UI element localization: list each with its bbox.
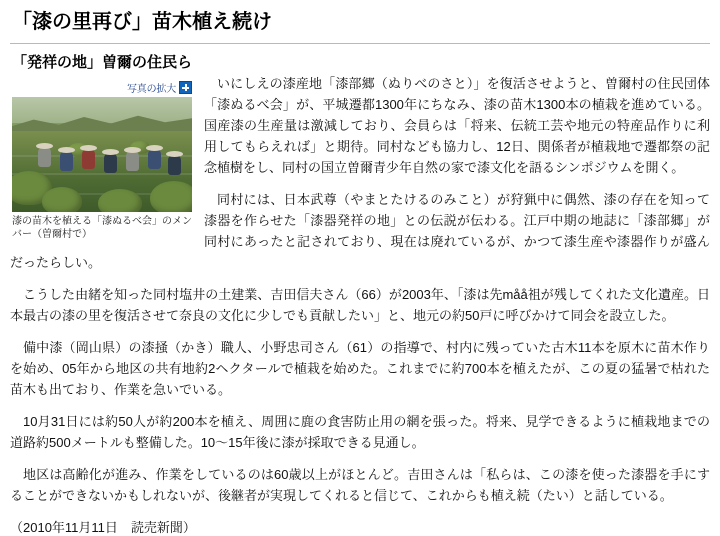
photo-person	[60, 151, 73, 171]
photo-zoom-label[interactable]: 写真の拡大	[127, 80, 176, 95]
plus-magnifier-icon[interactable]	[179, 81, 192, 94]
page-title: 「漆の里再び」苗木植え続け	[12, 10, 710, 35]
article-paragraph: 同村には、日本武尊（やまとたけるのみこと）が狩猟中に偶然、漆の存在を知って漆器を作らせた「漆器発祥の地」との伝説が伝わる。江戸中期の地誌に「漆部郷」が同村にあったと記されており、現在は廃れているが、かつて漆生産や漆器作りが盛んだったらしい。	[10, 189, 710, 273]
photo-person-hat	[36, 143, 53, 149]
photo-person-hat	[102, 149, 119, 155]
article-paragraph: こうした由緒を知った同村塩井の土建業、吉田信夫さん（66）が2003年、「漆は先måå祖が残してくれた文化遺産。日本最古の漆の里を復活させて奈良の文化に少しでも貢献したい」と、地元の約50戸に呼びかけて同会を設立した。	[10, 284, 710, 326]
photo-person	[126, 151, 139, 171]
photo-zoom-control[interactable]	[12, 81, 192, 95]
article-photo	[12, 97, 192, 212]
article-paragraph: 備中漆（岡山県）の漆掻（かき）職人、小野忠司さん（61）の指導で、村内に残っていた古木11本を原木に苗木作りを始め、05年から地区の共有地約2ヘクタールで植栽を始めた。これまでに約700本を植えたが、この夏の猛暑で枯れた苗木も出ており、作業を急いでいる。	[10, 337, 710, 400]
article-paragraph: 10月31日には約50人が約200本を植え、周囲に鹿の食害防止用の網を張った。将来、見学できるように植栽地までの道路約500メートルも整備した。10〜15年後に漆が採取できる見通し。	[10, 411, 710, 453]
photo-shrub	[150, 181, 192, 212]
photo-person	[148, 149, 161, 169]
article-paragraph: 地区は高齢化が進み、作業をしているのは60歳以上がほとんど。吉田さんは「私らは、この漆を使った漆器を手にすることができないかもしれないが、後継者が実現してくれると信じて、これからも植え続（たい）と話している。	[10, 464, 710, 506]
photo-person-hat	[146, 145, 163, 151]
article-subhead: 「発祥の地」曽爾の住民ら	[12, 53, 710, 73]
photo-shrub	[42, 187, 82, 212]
article-figure	[12, 81, 192, 242]
photo-person-hat	[80, 145, 97, 151]
photo-person	[82, 149, 95, 169]
photo-person-hat	[166, 151, 183, 157]
photo-person	[38, 147, 51, 167]
photo-person-hat	[124, 147, 141, 153]
photo-sky	[12, 97, 192, 123]
photo-caption: 漆の苗木を植える「漆ぬるべ会」のメンバー（曽爾村で）	[12, 215, 192, 242]
article-paragraph: いにしえの漆産地「漆部郷（ぬりべのさと）」を復活させようと、曽爾村の住民団体「漆ぬるべ会」が、平城遷都1300年にちなみ、漆の苗木1300本の植栽を進めている。国産漆の生産量は激減しており、会員らは「将来、伝統工芸や地元の特産品作りに利用してもらえれば」と期待。同村なども協力し、12日、関係者が植栽地で遷都祭の記念植樹をし、同村の国立曽爾青少年自然の家で漆文化を語るシンポジウムを開く。	[10, 73, 710, 178]
title-divider	[10, 43, 710, 44]
article-source: （2010年11月11日 読売新聞）	[10, 517, 710, 536]
photo-person	[168, 155, 181, 175]
photo-person	[104, 153, 117, 173]
photo-person-hat	[58, 147, 75, 153]
